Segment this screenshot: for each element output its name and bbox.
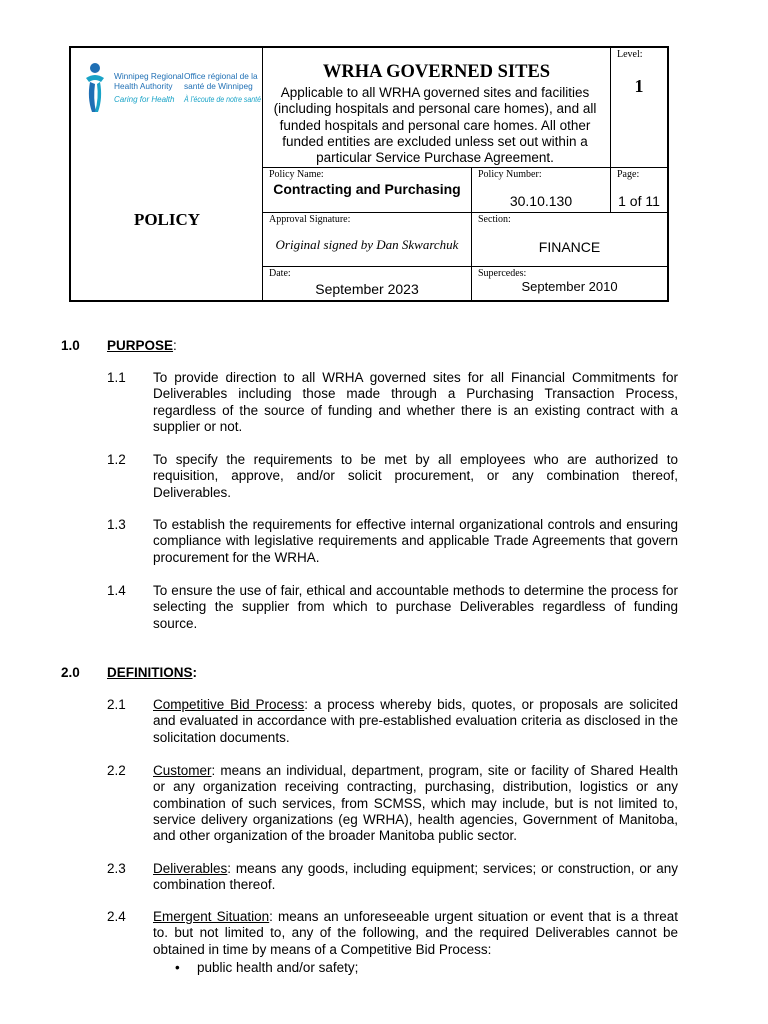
bullet-item [175, 960, 358, 975]
section-number: 1.0 [61, 338, 80, 353]
governed-description: Applicable to all WRHA governed sites and facilities (including hospitals and personal care homes), and all funded hospitals and personal care homes. All other funded entities are excluded unless set out within a particular Service Purchase Agreement. [273, 85, 597, 166]
logo-en-line1: Winnipeg Regional [114, 71, 184, 81]
definition-item-2-4 [107, 909, 678, 958]
definition-text: : means any goods, including equipment; services; or construction, or any combination thereof. [153, 861, 678, 893]
item-text: To ensure the use of fair, ethical and accountable methods to determine the process for selecting the supplier from which to purchase Deliverables regardless of funding source. [153, 583, 678, 631]
policy-header-table [69, 46, 669, 302]
defined-term: Customer [153, 763, 212, 778]
policy-word: POLICY [133, 210, 201, 229]
purpose-item-1-4 [107, 583, 678, 632]
logo-fr-line2: santé de Winnipeg [184, 81, 253, 91]
logo-fr-tag: À l'écoute de notre santé [183, 95, 262, 104]
logo-en-line2: Health Authority [114, 81, 173, 91]
governed-sites-cell [263, 48, 611, 168]
level-value: 1 [634, 76, 644, 96]
item-number: 2.4 [107, 909, 126, 924]
policy-name-cell [263, 168, 472, 213]
item-number: 1.2 [107, 452, 126, 467]
section-suffix: : [192, 665, 198, 680]
item-number: 1.1 [107, 370, 126, 385]
supercedes-label: Supercedes: [478, 268, 527, 279]
item-text: To specify the requirements to be met by all employees who are authorized to requisition, approve, and/or solicit procurement, or any combination thereof, Deliverables. [153, 452, 678, 500]
defined-term: Competitive Bid Process [153, 697, 305, 712]
governed-title: WRHA GOVERNED SITES [322, 62, 551, 82]
item-text: To provide direction to all WRHA governed sites for all Financial Commitments for Deliverables including those made through a Purchasing Transaction Process, regardless of the source of funding and whether there is an existing contract with a supplier or not. [153, 370, 678, 434]
logo-en-tag: Caring for Health [114, 95, 175, 104]
item-text [153, 861, 678, 894]
supercedes-value: September 2010 [521, 279, 618, 294]
bullet-icon: • [175, 960, 180, 975]
section-title: PURPOSE [107, 338, 174, 353]
section-cell [472, 213, 667, 267]
section-heading-definitions [61, 665, 197, 680]
defined-term: Deliverables [153, 861, 228, 876]
date-cell [263, 267, 472, 300]
section-label: Section: [478, 214, 511, 225]
header-left-cell [71, 48, 263, 300]
page-label: Page: [617, 169, 640, 180]
purpose-item-1-1 [107, 370, 678, 435]
section-heading-purpose [61, 338, 177, 353]
level-cell [611, 48, 667, 168]
policy-number-cell [472, 168, 611, 213]
level-label: Level: [617, 49, 643, 60]
section-suffix: : [173, 338, 177, 353]
definition-item-2-1 [107, 697, 678, 746]
definition-item-2-3 [107, 861, 678, 894]
item-text [153, 909, 678, 958]
definition-text: : a process whereby bids, quotes, or proposals are solicited and evaluated in accordance with pre-established evaluation criteria as disclosed in the solicitation documents. [153, 697, 679, 745]
supercedes-cell [472, 267, 667, 300]
item-number: 1.3 [107, 517, 126, 532]
approval-label: Approval Signature: [269, 214, 351, 225]
policy-name-value: Contracting and Purchasing [273, 181, 461, 197]
section-title: DEFINITIONS [107, 665, 193, 680]
page-value: 1 of 11 [618, 193, 660, 209]
wrha-logo [81, 60, 261, 120]
date-label: Date: [269, 268, 291, 279]
policy-number-label: Policy Number: [478, 169, 542, 180]
policy-number-value: 30.10.130 [509, 193, 573, 209]
item-text [153, 697, 678, 746]
item-number: 1.4 [107, 583, 126, 598]
purpose-item-1-3 [107, 517, 678, 566]
section-value: FINANCE [538, 239, 601, 255]
defined-term: Emergent Situation [153, 909, 270, 924]
item-number: 2.2 [107, 763, 126, 778]
definition-item-2-2 [107, 763, 678, 844]
bullet-text: public health and/or safety; [197, 960, 359, 975]
section-number: 2.0 [61, 665, 80, 680]
item-number: 2.1 [107, 697, 126, 712]
purpose-item-1-2 [107, 452, 678, 501]
item-text: To establish the requirements for effective internal organizational controls and ensuring compliance with legislative requirements and applicable Trade Agreements that govern procurement for the WRHA. [153, 517, 678, 565]
policy-name-label: Policy Name: [269, 169, 324, 180]
approval-value: Original signed by Dan Skwarchuk [275, 237, 459, 252]
logo-fr-line1: Office régional de la [184, 71, 258, 81]
date-value: September 2023 [315, 281, 419, 297]
definition-text: : means an individual, department, program, site or facility of Shared Health or any organization receiving contracting, purchasing, distribution, logistics or any combination of such services, from SCMSS, which may include, but is not limited to, service delivery organizations (eg WRHA), health agencies, Government of Manitoba, and other organization of the broader Manitoba public sector. [153, 763, 678, 844]
definition-text: : means an unforeseeable urgent situation or event that is a threat to. but not limited to, any of the following, and the required Deliverables cannot be obtained in time by means of a Competitive Bid Process: [153, 909, 678, 957]
approval-cell [263, 213, 472, 267]
item-text [153, 763, 678, 844]
item-number: 2.3 [107, 861, 126, 876]
page-cell [611, 168, 667, 213]
